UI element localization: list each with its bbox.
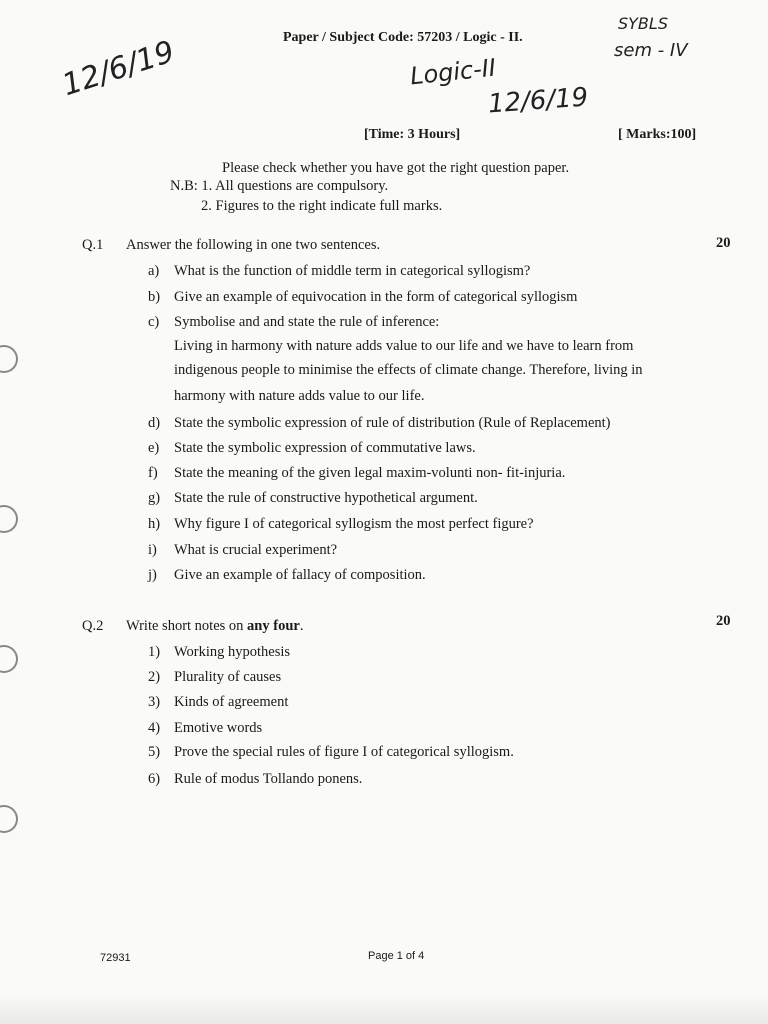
q2-item: 4) Emotive words <box>148 720 263 736</box>
punch-hole <box>0 805 18 833</box>
q2-item: 1) Working hypothesis <box>148 644 291 660</box>
check-instruction: Please check whether you have got the right question paper. <box>222 160 570 176</box>
q1-item-continuation: indigenous people to minimise the effects of climate change. Therefore, living in <box>174 362 643 378</box>
q1-item: e) State the symbolic expression of commutative laws. <box>148 440 476 456</box>
handwritten-date-left: 12/6/19 <box>58 34 179 104</box>
punch-hole <box>0 645 18 673</box>
q1-item: j) Give an example of fallacy of composition. <box>148 567 426 583</box>
paper-number: 72931 <box>100 952 131 964</box>
handwritten-semester: sem - IV <box>614 40 688 61</box>
q2-number: Q.2 <box>82 618 104 634</box>
q1-item: h) Why figure I of categorical syllogism the most perfect figure? <box>148 516 534 532</box>
q2-item: 2) Plurality of causes <box>148 669 282 685</box>
q2-marks: 20 <box>716 613 731 629</box>
nb-instruction-1: N.B: 1. All questions are compulsory. <box>170 178 389 194</box>
exam-marks: [ Marks:100] <box>618 127 697 142</box>
q1-item: i) What is crucial experiment? <box>148 542 338 558</box>
q1-marks: 20 <box>716 235 731 251</box>
page-number: Page 1 of 4 <box>368 950 425 962</box>
q2-item: 5) Prove the special rules of figure I of categorical syllogism. <box>148 744 514 760</box>
q1-item: b) Give an example of equivocation in the form of categorical syllogism <box>148 289 578 305</box>
q1-item: g) State the rule of constructive hypothetical argument. <box>148 490 478 506</box>
q1-item: c) Symbolise and and state the rule of inference: <box>148 314 440 330</box>
q2-item: 6) Rule of modus Tollando ponens. <box>148 771 363 787</box>
q1-item-continuation: Living in harmony with nature adds value to our life and we have to learn from <box>174 338 634 354</box>
q1-item-continuation: harmony with nature adds value to our life. <box>174 388 425 404</box>
scan-shadow <box>0 994 768 1024</box>
handwritten-subject: Logic-II <box>408 53 498 91</box>
punch-hole <box>0 345 18 373</box>
q1-item: d) State the symbolic expression of rule of distribution (Rule of Replacement) <box>148 415 611 431</box>
handwritten-date-center: 12/6/19 <box>487 82 590 120</box>
punch-hole <box>0 505 18 533</box>
q1-item: f) State the meaning of the given legal maxim-volunti non- fit-injuria. <box>148 465 566 481</box>
q1-item: a) What is the function of middle term in categorical syllogism? <box>148 263 531 279</box>
paper-code: Paper / Subject Code: 57203 / Logic - II. <box>283 30 523 45</box>
handwritten-class: SYBLS <box>618 14 668 33</box>
nb-instruction-2: 2. Figures to the right indicate full marks. <box>201 198 443 214</box>
exam-time: [Time: 3 Hours] <box>364 127 461 142</box>
q1-text: Answer the following in one two sentences. <box>126 237 381 253</box>
q1-number: Q.1 <box>82 237 104 253</box>
q2-item: 3) Kinds of agreement <box>148 694 289 710</box>
q2-text: Write short notes on any four. <box>126 618 304 634</box>
